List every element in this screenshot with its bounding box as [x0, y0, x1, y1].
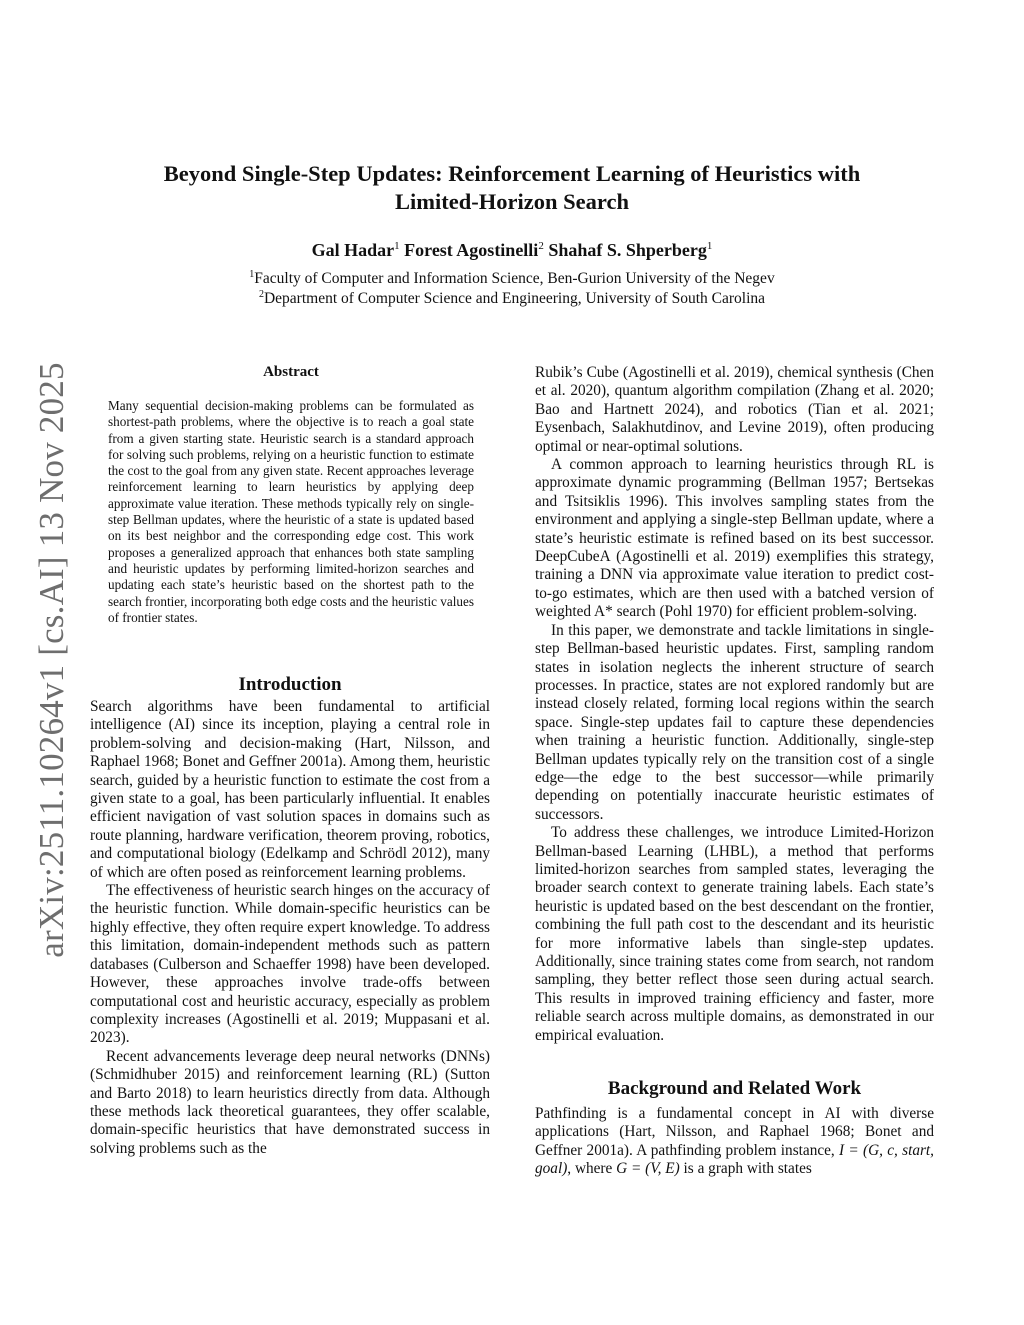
author-list — [0, 234, 1024, 262]
introduction-heading: Introduction — [238, 674, 342, 695]
author-name: Shahaf S. Shperberg — [548, 240, 707, 260]
arxiv-identifier: arXiv:2511.10264v1 [cs.AI] 13 Nov 2025 — [32, 362, 71, 958]
intro-paragraph-6: In this paper, we demonstrate and tackle limitations in single-step Bellman-based heuristic updates. First, sampling random states in isolation neglects the inherent structure of search processes. In practice, states are not explored randomly but are instead closely related, forming local regions within the search space. Single-step updates fail to capture these dependencies when training a heuristic function. Additionally, single-step Bellman updates typically rely on the transition cost of a single edge—the edge to the best successor—while primarily depending on potentially inaccurate heuristic estimates of successors. — [535, 621, 934, 823]
left-column-body — [90, 698, 490, 1158]
background-heading: Background and Related Work — [607, 1078, 862, 1099]
author-name: Forest Agostinelli — [404, 240, 539, 260]
math-graph: G = (V, E) — [616, 1160, 680, 1178]
author-affil-marker: 2 — [538, 240, 544, 252]
intro-paragraph-4: Rubik’s Cube (Agostinelli et al. 2019), chemical synthesis (Chen et al. 2020), quantum algorithm compilation (Zhang et al. 2020; Bao and Hartnett 2024), and robotics (Tian et al. 2021; Eysenbach, Salakhutdinov, and Levine 2019), often producing optimal or near-optimal solutions. — [535, 364, 934, 455]
title-line-2: Limited-Horizon Search — [395, 189, 629, 214]
title-line-1: Beyond Single-Step Updates: Reinforcement Learning of Heuristics with — [163, 161, 861, 186]
intro-paragraph-7: To address these challenges, we introduce Limited-Horizon Bellman-based Learning (LHBL), a method that performs limited-horizon searches from sampled states, leveraging the broader search context to generate training labels. Each state’s heuristic is updated based on the best descendant on the frontier, combining the full path cost to the descendant and its heuristic for more informative labels than single-step updates. Additionally, since training states come from search, not random sampling, they better reflect those seen during actual search. This results in improved training efficiency and faster, more reliable search across multiple domains, as demonstrated in our empirical evaluation. — [535, 824, 934, 1044]
paper-title — [0, 160, 1024, 216]
author-affil-marker: 1 — [394, 240, 400, 252]
math-instance: I = (G, c, start, goal) — [535, 1141, 934, 1178]
intro-paragraph-5: A common approach to learning heuristics through RL is approximate dynamic programming (Bellman 1957; Bertsekas and Tsitsiklis 1996). This involves sampling states from the environment and applying a single-step Bellman update, where a state’s heuristic estimate is refined based on its best successor. DeepCubeA (Agostinelli et al. 2019) exemplifies this strategy, training a DNN via approximate value iteration to predict cost-to-go estimates, which are then used with a batched version of weighted A* search (Pohl 1970) for efficient problem-solving. — [535, 456, 934, 621]
right-column-body — [535, 364, 934, 1045]
intro-paragraph-1: Search algorithms have been fundamental to artificial intelligence (AI) since its inception, playing a central role in problem-solving and decision-making (Hart, Nilsson, and Raphael 1968; Bonet and Geffner 2001a). Among them, heuristic search, guided by a heuristic function to estimate the cost from a given state to a goal, has been particularly influential. It enables efficient navigation of vast solution spaces in domains such as route planning, hardware verification, theorem proving, robotics, and computational biology (Edelkamp and Schrödl 2012), many of which are often posed as reinforcement learning problems. — [90, 698, 490, 881]
affiliation-2: $^2$Department of Computer Science and Engineering, University of South Carolina — [258, 289, 766, 308]
background-paragraph-1: Pathfinding is a fundamental concept in AI with diverse applications (Hart, Nilsson, and Raphael 1968; Bonet and Geffner 2001a). A pathfinding problem instance, I = (G, c, start, goal), where G = (V, E) is a graph with states — [535, 1105, 934, 1178]
abstract-body: Many sequential decision-making problems can be formulated as shortest-path problems, where the objective is to reach a goal state from a given starting state. Heuristic search is a standard approach for solving such problems, relying on a heuristic function to estimate the cost to the goal from any given state. Recent approaches leverage reinforcement learning to learn heuristics by applying deep approximate value iteration. These methods typically rely on single-step Bellman updates, where the heuristic of a state is updated based on its best neighbor and the corresponding edge cost. This work proposes a generalized approach that enhances both state sampling and heuristic updates by performing limited-horizon searches and updating each state’s heuristic based on the shortest path to the search frontier, incorporating both edge costs and the heuristic values of frontier states. — [108, 398, 474, 625]
affiliation-1: $^1$Faculty of Computer and Information Science, Ben-Gurion University of the Negev — [249, 269, 775, 288]
intro-paragraph-2: The effectiveness of heuristic search hinges on the accuracy of the heuristic function. While domain-specific heuristics can be highly effective, they often require expert knowledge. To address this limitation, domain-independent methods such as pattern databases (Culberson and Schaeffer 1998) have been developed. However, these approaches involve trade-offs between computational cost and heuristic accuracy, especially as problem complexity increases (Agostinelli et al. 2019; Muppasani et al. 2023). — [90, 882, 490, 1047]
author-name: Gal Hadar — [311, 240, 395, 260]
intro-paragraph-3: Recent advancements leverage deep neural networks (DNNs) (Schmidhuber 2015) and reinforcement learning (RL) (Sutton and Barto 2018) to learn heuristics directly from data. Although these methods lack theoretical guarantees, they offer scalable, domain-specific heuristics that have demonstrated success in solving problems such as the — [90, 1047, 490, 1157]
abstract-heading: Abstract — [263, 364, 319, 380]
author-affil-marker: 1 — [706, 240, 713, 252]
